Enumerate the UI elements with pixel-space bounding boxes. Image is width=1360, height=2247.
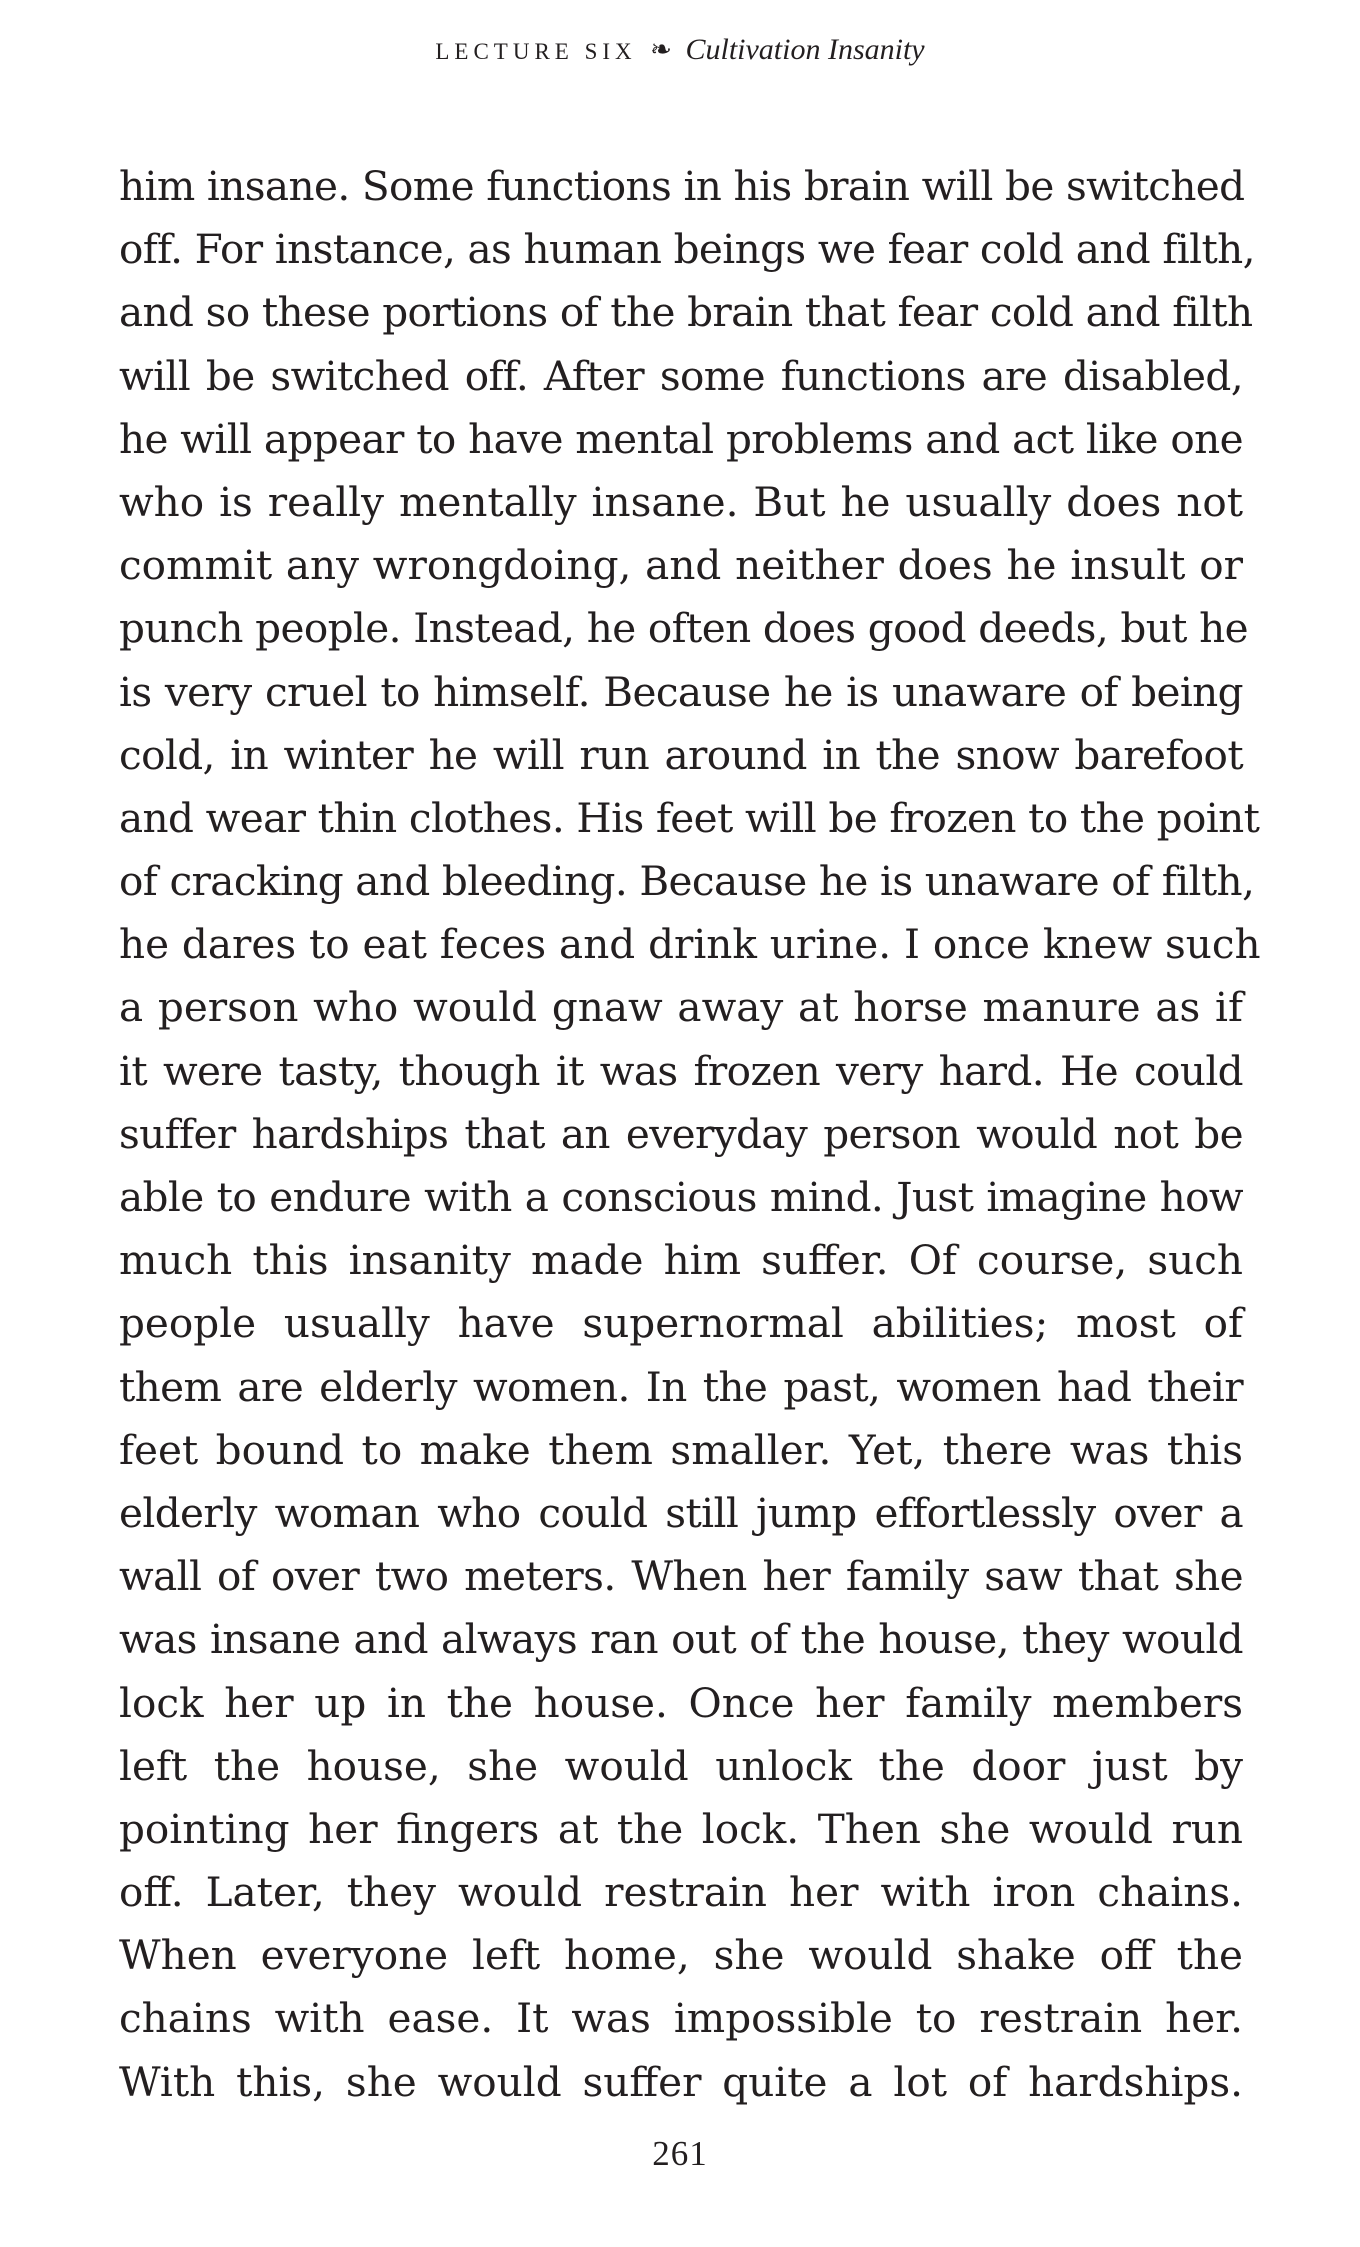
- text-line: punch people. Instead, he often does good deeds, but he: [119, 604, 1248, 653]
- text-line: it were tasty, though it was frozen very hard. He could: [119, 1046, 1243, 1095]
- text-line: will be switched off. After some functions are disabled,: [119, 351, 1243, 400]
- text-line: much this insanity made him suffer. Of course, such: [119, 1236, 1243, 1285]
- section-label: LECTURE SIX: [435, 39, 637, 64]
- text-line: lock her up in the house. Once her family members: [119, 1678, 1243, 1727]
- text-line: off. For instance, as human beings we fear cold and filth,: [119, 225, 1255, 274]
- text-line: cold, in winter he will run around in the snow barefoot: [119, 730, 1243, 779]
- text-line: him insane. Some functions in his brain will be switched: [119, 162, 1245, 210]
- text-line: able to endure with a conscious mind. Just imagine how: [119, 1173, 1243, 1221]
- page-number: 261: [652, 2134, 708, 2173]
- text-line: of cracking and bleeding. Because he is unaware of filth,: [119, 857, 1255, 906]
- text-line: feet bound to make them smaller. Yet, there was this: [119, 1425, 1243, 1474]
- text-line: left the house, she would unlock the door just by: [119, 1741, 1243, 1790]
- text-line: a person who would gnaw away at horse manure as if: [119, 983, 1243, 1032]
- text-line: and so these portions of the brain that fear cold and filth: [119, 288, 1253, 337]
- text-line: was insane and always ran out of the house, they would: [119, 1615, 1243, 1664]
- text-line: elderly woman who could still jump effortlessly over a: [119, 1488, 1243, 1537]
- text-line: he dares to eat feces and drink urine. I once knew such: [119, 920, 1261, 969]
- text-line: commit any wrongdoing, and neither does he insult or: [119, 541, 1243, 590]
- text-line: people usually have supernormal abilities; most of: [119, 1299, 1243, 1348]
- text-line: he will appear to have mental problems and act like one: [119, 414, 1243, 463]
- chapter-title: Cultivation Insanity: [685, 33, 925, 66]
- text-line: is very cruel to himself. Because he is unaware of being: [119, 667, 1243, 716]
- text-line: chains with ease. It was impossible to restrain her.: [119, 1994, 1243, 2043]
- text-line: wall of over two meters. When her family saw that she: [119, 1552, 1243, 1601]
- body-text: [119, 155, 1261, 2114]
- text-line: and wear thin clothes. His feet will be frozen to the point: [119, 793, 1260, 842]
- text-line: With this, she would suffer quite a lot of hardships.: [119, 2057, 1243, 2106]
- text-line: suffer hardships that an everyday person would not be: [119, 1109, 1243, 1158]
- running-header: [0, 30, 1360, 72]
- text-line: who is really mentally insane. But he usually does not: [119, 477, 1243, 526]
- text-line: them are elderly women. In the past, women had their: [119, 1362, 1243, 1411]
- text-line: When everyone left home, she would shake off the: [119, 1931, 1243, 1980]
- text-line: pointing her fingers at the lock. Then she would run: [119, 1804, 1243, 1853]
- fleuron-icon: ❧: [650, 35, 672, 64]
- text-line: off. Later, they would restrain her with iron chains.: [119, 1868, 1243, 1917]
